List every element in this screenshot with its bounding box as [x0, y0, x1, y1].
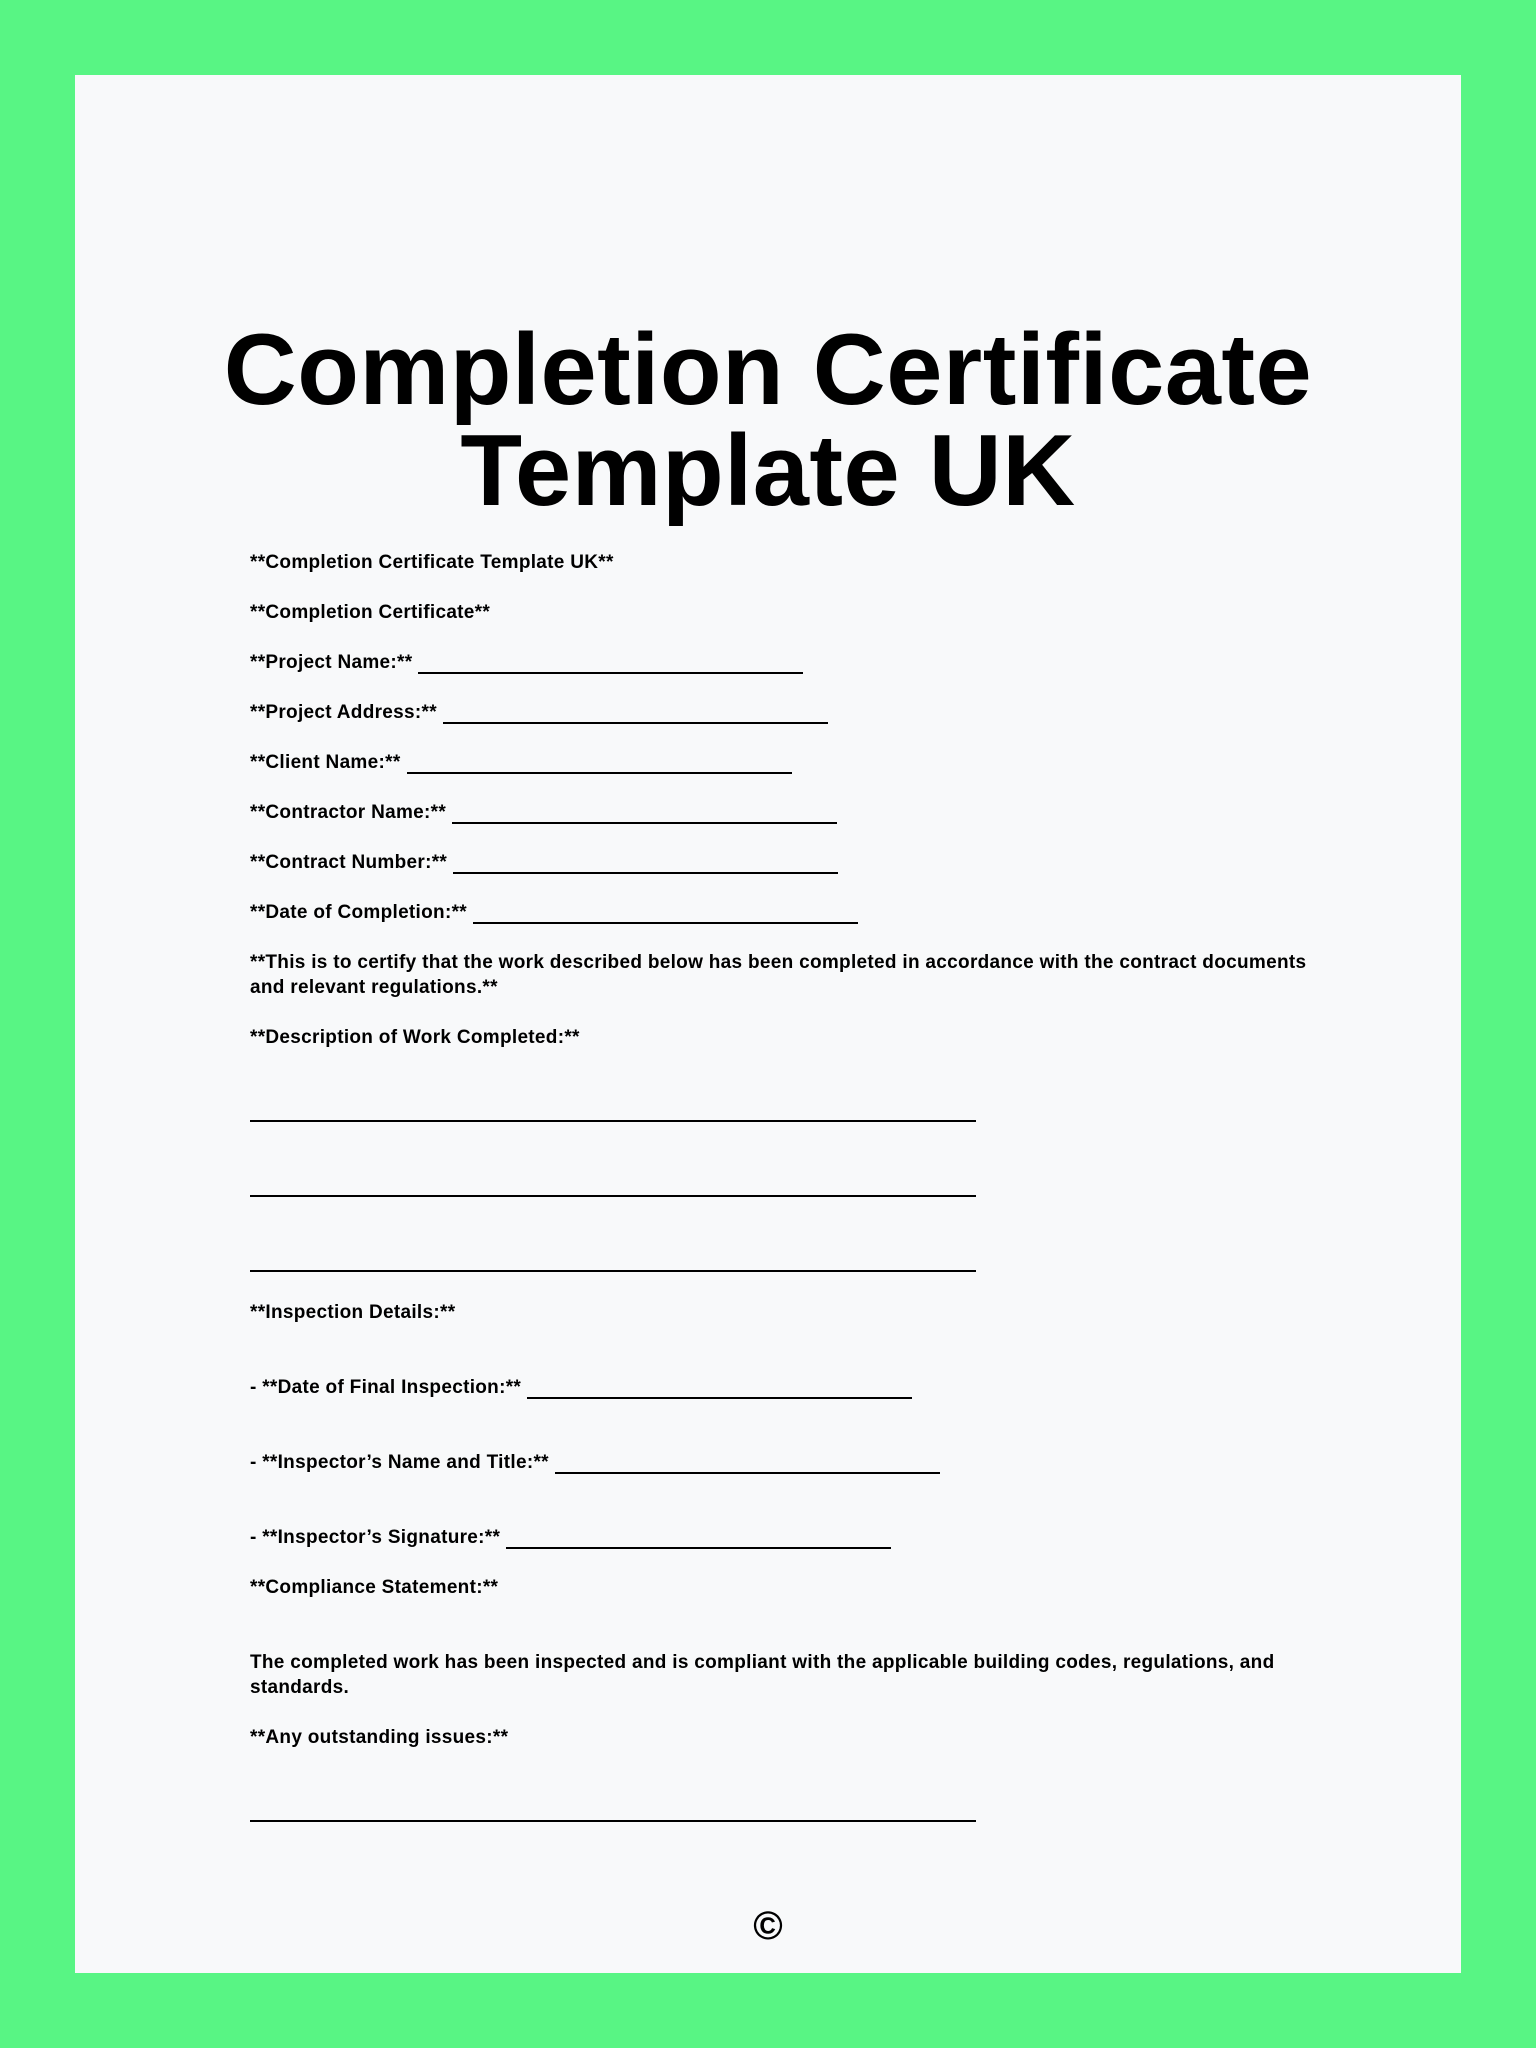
copyright-symbol: © [753, 1904, 783, 1948]
description-line-1 [250, 1120, 976, 1122]
certify-statement: **This is to certify that the work described below has been completed in accordance with the contract documents and relevant regulations.** [250, 952, 1307, 998]
field-label: **Project Name:** [250, 652, 413, 673]
field-label: - **Inspector’s Signature:** [250, 1527, 501, 1548]
project-name-blank [418, 672, 803, 674]
outstanding-issues-label: **Any outstanding issues:** [250, 1727, 509, 1748]
field-inspector-name-title [250, 1450, 940, 1475]
contract-number-blank [453, 872, 838, 874]
field-inspector-signature [250, 1525, 891, 1550]
field-label: - **Date of Final Inspection:** [250, 1377, 522, 1398]
field-project-name [250, 650, 803, 675]
field-label: **Contract Number:** [250, 852, 448, 873]
inspector-signature-blank [506, 1547, 891, 1549]
description-line-2 [250, 1195, 976, 1197]
compliance-text: The completed work has been inspected and is compliant with the applicable building codes, regulations, and standards. [250, 1652, 1275, 1698]
contractor-name-blank [452, 822, 837, 824]
field-label: **Contractor Name:** [250, 802, 447, 823]
date-of-completion-blank [473, 922, 858, 924]
compliance-label: **Compliance Statement:** [250, 1577, 499, 1598]
field-label: **Project Address:** [250, 702, 437, 723]
field-label: **Date of Completion:** [250, 902, 467, 923]
field-date-of-final-inspection [250, 1375, 912, 1400]
field-client-name [250, 750, 792, 775]
outstanding-issues-line [250, 1820, 976, 1822]
field-date-of-completion [250, 900, 858, 925]
field-contract-number [250, 850, 838, 875]
inspector-name-title-blank [555, 1472, 940, 1474]
final-inspection-date-blank [527, 1397, 912, 1399]
description-label: **Description of Work Completed:** [250, 1027, 580, 1048]
document-title: Completion Certificate Template UK [223, 314, 1313, 527]
description-line-3 [250, 1270, 976, 1272]
certificate-page [75, 75, 1461, 1973]
certificate-subheading: **Completion Certificate** [250, 602, 491, 623]
client-name-blank [407, 772, 792, 774]
field-label: **Client Name:** [250, 752, 401, 773]
inspection-label: **Inspection Details:** [250, 1302, 456, 1323]
project-address-blank [443, 722, 828, 724]
field-project-address [250, 700, 828, 725]
certificate-heading: **Completion Certificate Template UK** [250, 552, 614, 573]
field-label: - **Inspector’s Name and Title:** [250, 1452, 549, 1473]
field-contractor-name [250, 800, 837, 825]
